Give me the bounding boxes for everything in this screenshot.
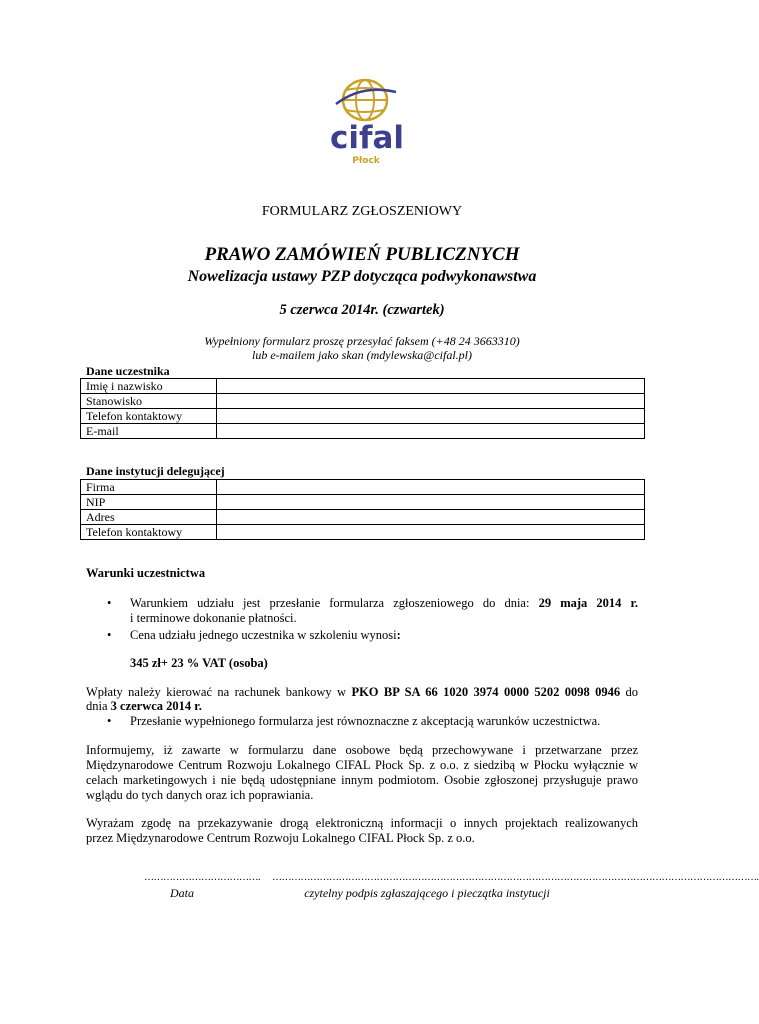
participant-table xyxy=(80,378,645,439)
participant-email-label: E-mail xyxy=(81,424,217,439)
condition-deadline-cont: i terminowe dokonanie płatności. xyxy=(130,611,297,625)
participant-section-title: Dane uczestnika xyxy=(86,364,170,378)
bullet-icon: • xyxy=(107,714,112,728)
price-amount: 345 zł+ 23 % VAT (osoba) xyxy=(130,656,268,670)
condition-deadline xyxy=(130,596,638,611)
table-row xyxy=(81,480,645,495)
institution-company-label: Firma xyxy=(81,480,217,495)
table-row xyxy=(81,409,645,424)
institution-nip-label: NIP xyxy=(81,495,217,510)
condition-acceptance: Przesłanie wypełnionego formularza jest równoznaczne z akceptacją warunków uczestnictwa. xyxy=(130,714,601,728)
bank-deadline: 3 czerwca 2014 r. xyxy=(110,699,202,713)
main-title: PRAWO ZAMÓWIEŃ PUBLICZNYCH xyxy=(204,244,520,265)
participant-email-field[interactable] xyxy=(217,424,645,439)
bank-account: PKO BP SA 66 1020 3974 0000 5202 0098 0946 xyxy=(351,685,621,699)
condition-deadline-date: 29 maja 2014 r. xyxy=(538,596,639,610)
bank-deadline-line xyxy=(86,699,638,714)
bullet-icon: • xyxy=(107,628,112,642)
participant-position-label: Stanowisko xyxy=(81,394,217,409)
participant-name-field[interactable] xyxy=(217,379,645,394)
privacy-line-3: celach marketingowych i nie będą udostępniane innym podmiotom. Osobie zgłoszonej przysługuje prawo xyxy=(86,773,638,787)
institution-section-title: Dane instytucji delegującej xyxy=(86,464,225,478)
institution-address-field[interactable] xyxy=(217,510,645,525)
institution-nip-field[interactable] xyxy=(217,495,645,510)
date-dots: ………………………………. xyxy=(144,872,260,883)
event-date: 5 czerwca 2014r. (czwartek) xyxy=(279,302,445,318)
cifal-logo xyxy=(322,74,408,168)
participant-phone-label: Telefon kontaktowy xyxy=(81,409,217,424)
form-title: FORMULARZ ZGŁOSZENIOWY xyxy=(261,204,463,219)
table-row xyxy=(81,424,645,439)
logo-city: Płock xyxy=(352,156,380,166)
table-row xyxy=(81,394,645,409)
participant-name-label: Imię i nazwisko xyxy=(81,379,217,394)
institution-table xyxy=(80,479,645,540)
signature-label: czytelny podpis zgłaszającego i pieczątka instytucji xyxy=(304,886,550,900)
price-value xyxy=(130,656,638,671)
privacy-line-1: Informujemy, iż zawarte w formularzu dane osobowe będą przechowywane i przetwarzane przez xyxy=(86,743,638,757)
consent-line-2: przez Międzynarodowe Centrum Rozwoju Lokalnego CIFAL Płock Sp. z o.o. xyxy=(86,831,475,845)
table-row xyxy=(81,495,645,510)
privacy-line-4: wglądu do tych danych oraz ich poprawiania. xyxy=(86,788,314,802)
sub-title: Nowelizacja ustawy PZP dotycząca podwykonawstwa xyxy=(187,268,537,285)
instruction-email: lub e-mailem jako skan (mdylewska@cifal.pl) xyxy=(252,348,472,362)
condition-price xyxy=(130,628,638,643)
condition-price-colon: : xyxy=(396,628,401,642)
conditions-title: Warunki uczestnictwa xyxy=(86,566,206,580)
bank-deadline-prefix: dnia xyxy=(86,699,108,713)
privacy-line-2: Międzynarodowe Centrum Rozwoju Lokalnego CIFAL Płock Sp. z o.o. z siedzibą w Płocku wyłącznie w xyxy=(86,758,638,772)
institution-phone-label: Telefon kontaktowy xyxy=(81,525,217,540)
institution-phone-field[interactable] xyxy=(217,525,645,540)
institution-address-label: Adres xyxy=(81,510,217,525)
bank-prefix: Wpłaty należy kierować na rachunek bankowy w xyxy=(86,685,347,699)
bullet-icon: • xyxy=(107,596,112,610)
condition-deadline-text: Warunkiem udziału jest przesłanie formularza zgłoszeniowego do dnia: xyxy=(130,596,530,610)
instruction-fax: Wypełniony formularz proszę przesyłać faksem (+48 24 3663310) xyxy=(204,334,520,348)
date-label: Data xyxy=(170,886,194,900)
table-row xyxy=(81,379,645,394)
condition-price-text: Cena udziału jednego uczestnika w szkoleniu wynosi xyxy=(130,628,397,642)
institution-company-field[interactable] xyxy=(217,480,645,495)
signature-dots: ………………………………………………………………………………………………………………………………………. xyxy=(272,872,759,883)
consent-line-1: Wyrażam zgodę na przekazywanie drogą elektroniczną informacji o innych projektach realizowanych xyxy=(86,816,638,830)
table-row xyxy=(81,510,645,525)
table-row xyxy=(81,525,645,540)
logo-wordmark: cifal xyxy=(329,120,405,156)
bank-suffix: do xyxy=(625,685,639,699)
participant-phone-field[interactable] xyxy=(217,409,645,424)
participant-position-field[interactable] xyxy=(217,394,645,409)
bank-line xyxy=(86,685,638,700)
